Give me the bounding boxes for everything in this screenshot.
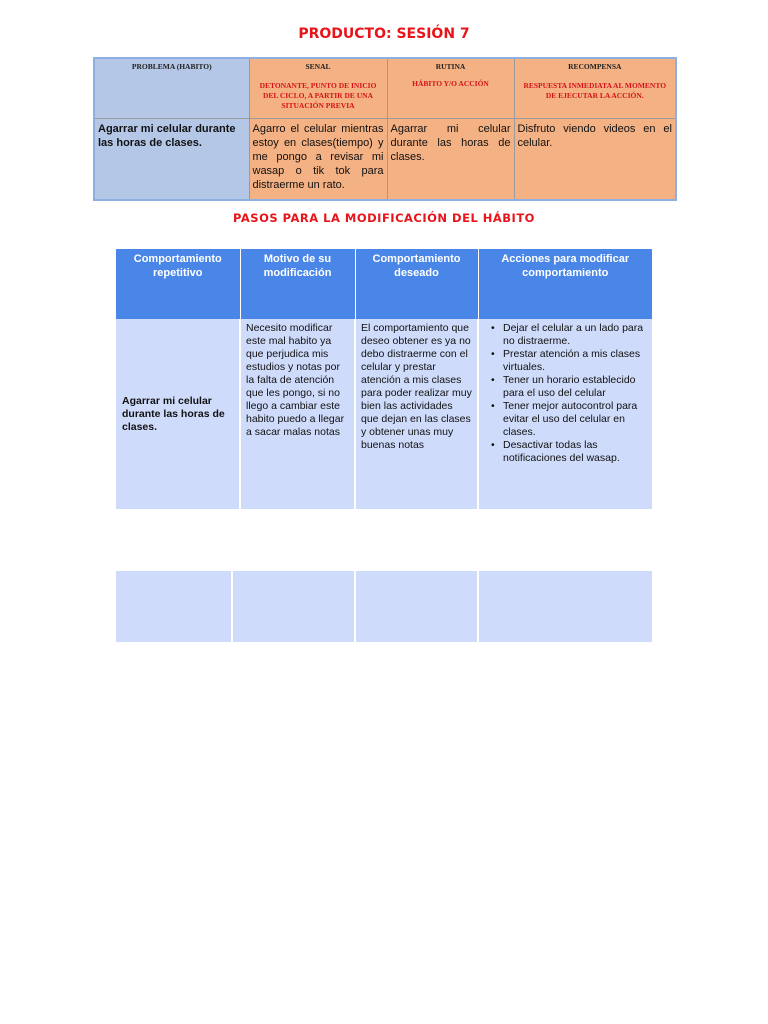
habit-header-label: RUTINA [435,62,466,71]
habit-cell-signal: Agarro el celular mientras estoy en clases(tiempo) y me pongo a revisar mi wasap o tik tok para distraerme un rato. [249,118,387,200]
actions-list [484,322,647,465]
steps-header-reason: Motivo de su modificación [240,249,355,319]
habit-header-sublabel: DETONANTE, PUNTO DE INICIO DEL CICLO, A PARTIR DE UNA SITUACIÓN PREVIA [259,81,377,110]
habit-header-sublabel: RESPUESTA INMEDIATA AL MOMENTO DE EJECUTAR LA ACCIÓN. [523,81,667,100]
list-item: • Tener un horario establecido para el uso del celular [503,374,647,400]
habit-cell-problem: Agarrar mi celular durante las horas de clases. [94,118,249,200]
habit-header-routine [387,58,514,118]
steps-cell-reason: Necesito modificar este mal habito ya que perjudica mis estudios y notas por la falta de atención que les pongo, si no llego a cambiar este habito puedo a llegar a sacar malas notas [240,319,355,509]
habit-cell-reward: Disfruto viendo videos en el celular. [514,118,676,200]
empty-cell [478,571,652,642]
list-item: • Desactivar todas las notificaciones del wasap. [503,439,647,465]
habit-header-label: SENAL [305,62,331,71]
steps-header-desired: Comportamiento deseado [355,249,478,319]
list-item: • Dejar el celular a un lado para no distraerme. [503,322,647,348]
steps-header-repetitive: Comportamiento repetitivo [116,249,240,319]
steps-header-actions: Acciones para modificar comportamiento [478,249,652,319]
empty-cell [232,571,355,642]
habit-header-problem [94,58,249,118]
habit-header-label: PROBLEMA (HABITO) [131,62,212,71]
steps-table-row [116,319,652,509]
habit-table-row [94,118,676,200]
habit-header-label: RECOMPENSA [568,62,622,71]
habit-header-reward [514,58,676,118]
empty-cell [116,571,232,642]
list-item: • Tener mejor autocontrol para evitar el uso del celular en clases. [503,400,647,439]
steps-table-header-row [116,249,652,319]
steps-table [116,249,652,509]
empty-steps-table [116,571,652,642]
page-title: PRODUCTO: SESIÓN 7 [298,26,470,42]
steps-cell-behavior: Agarrar mi celular durante las horas de clases. [116,319,240,509]
empty-table-row [116,571,652,642]
list-item: • Prestar atención a mis clases virtuales. [503,348,647,374]
habit-table [93,57,677,201]
empty-cell [355,571,478,642]
habit-table-header-row [94,58,676,118]
habit-header-signal [249,58,387,118]
steps-cell-desired: El comportamiento que deseo obtener es ya no debo distraerme con el celular y prestar atención a mis clases para poder realizar muy bien las actividades que dejan en las clases y obtener unas muy buenas notas [355,319,478,509]
habit-cell-routine: Agarrar mi celular durante las horas de clases. [387,118,514,200]
habit-header-sublabel: HÁBITO Y/O ACCIÓN [412,79,489,88]
steps-cell-actions [478,319,652,509]
steps-title: PASOS PARA LA MODIFICACIÓN DEL HÁBITO [233,211,535,225]
